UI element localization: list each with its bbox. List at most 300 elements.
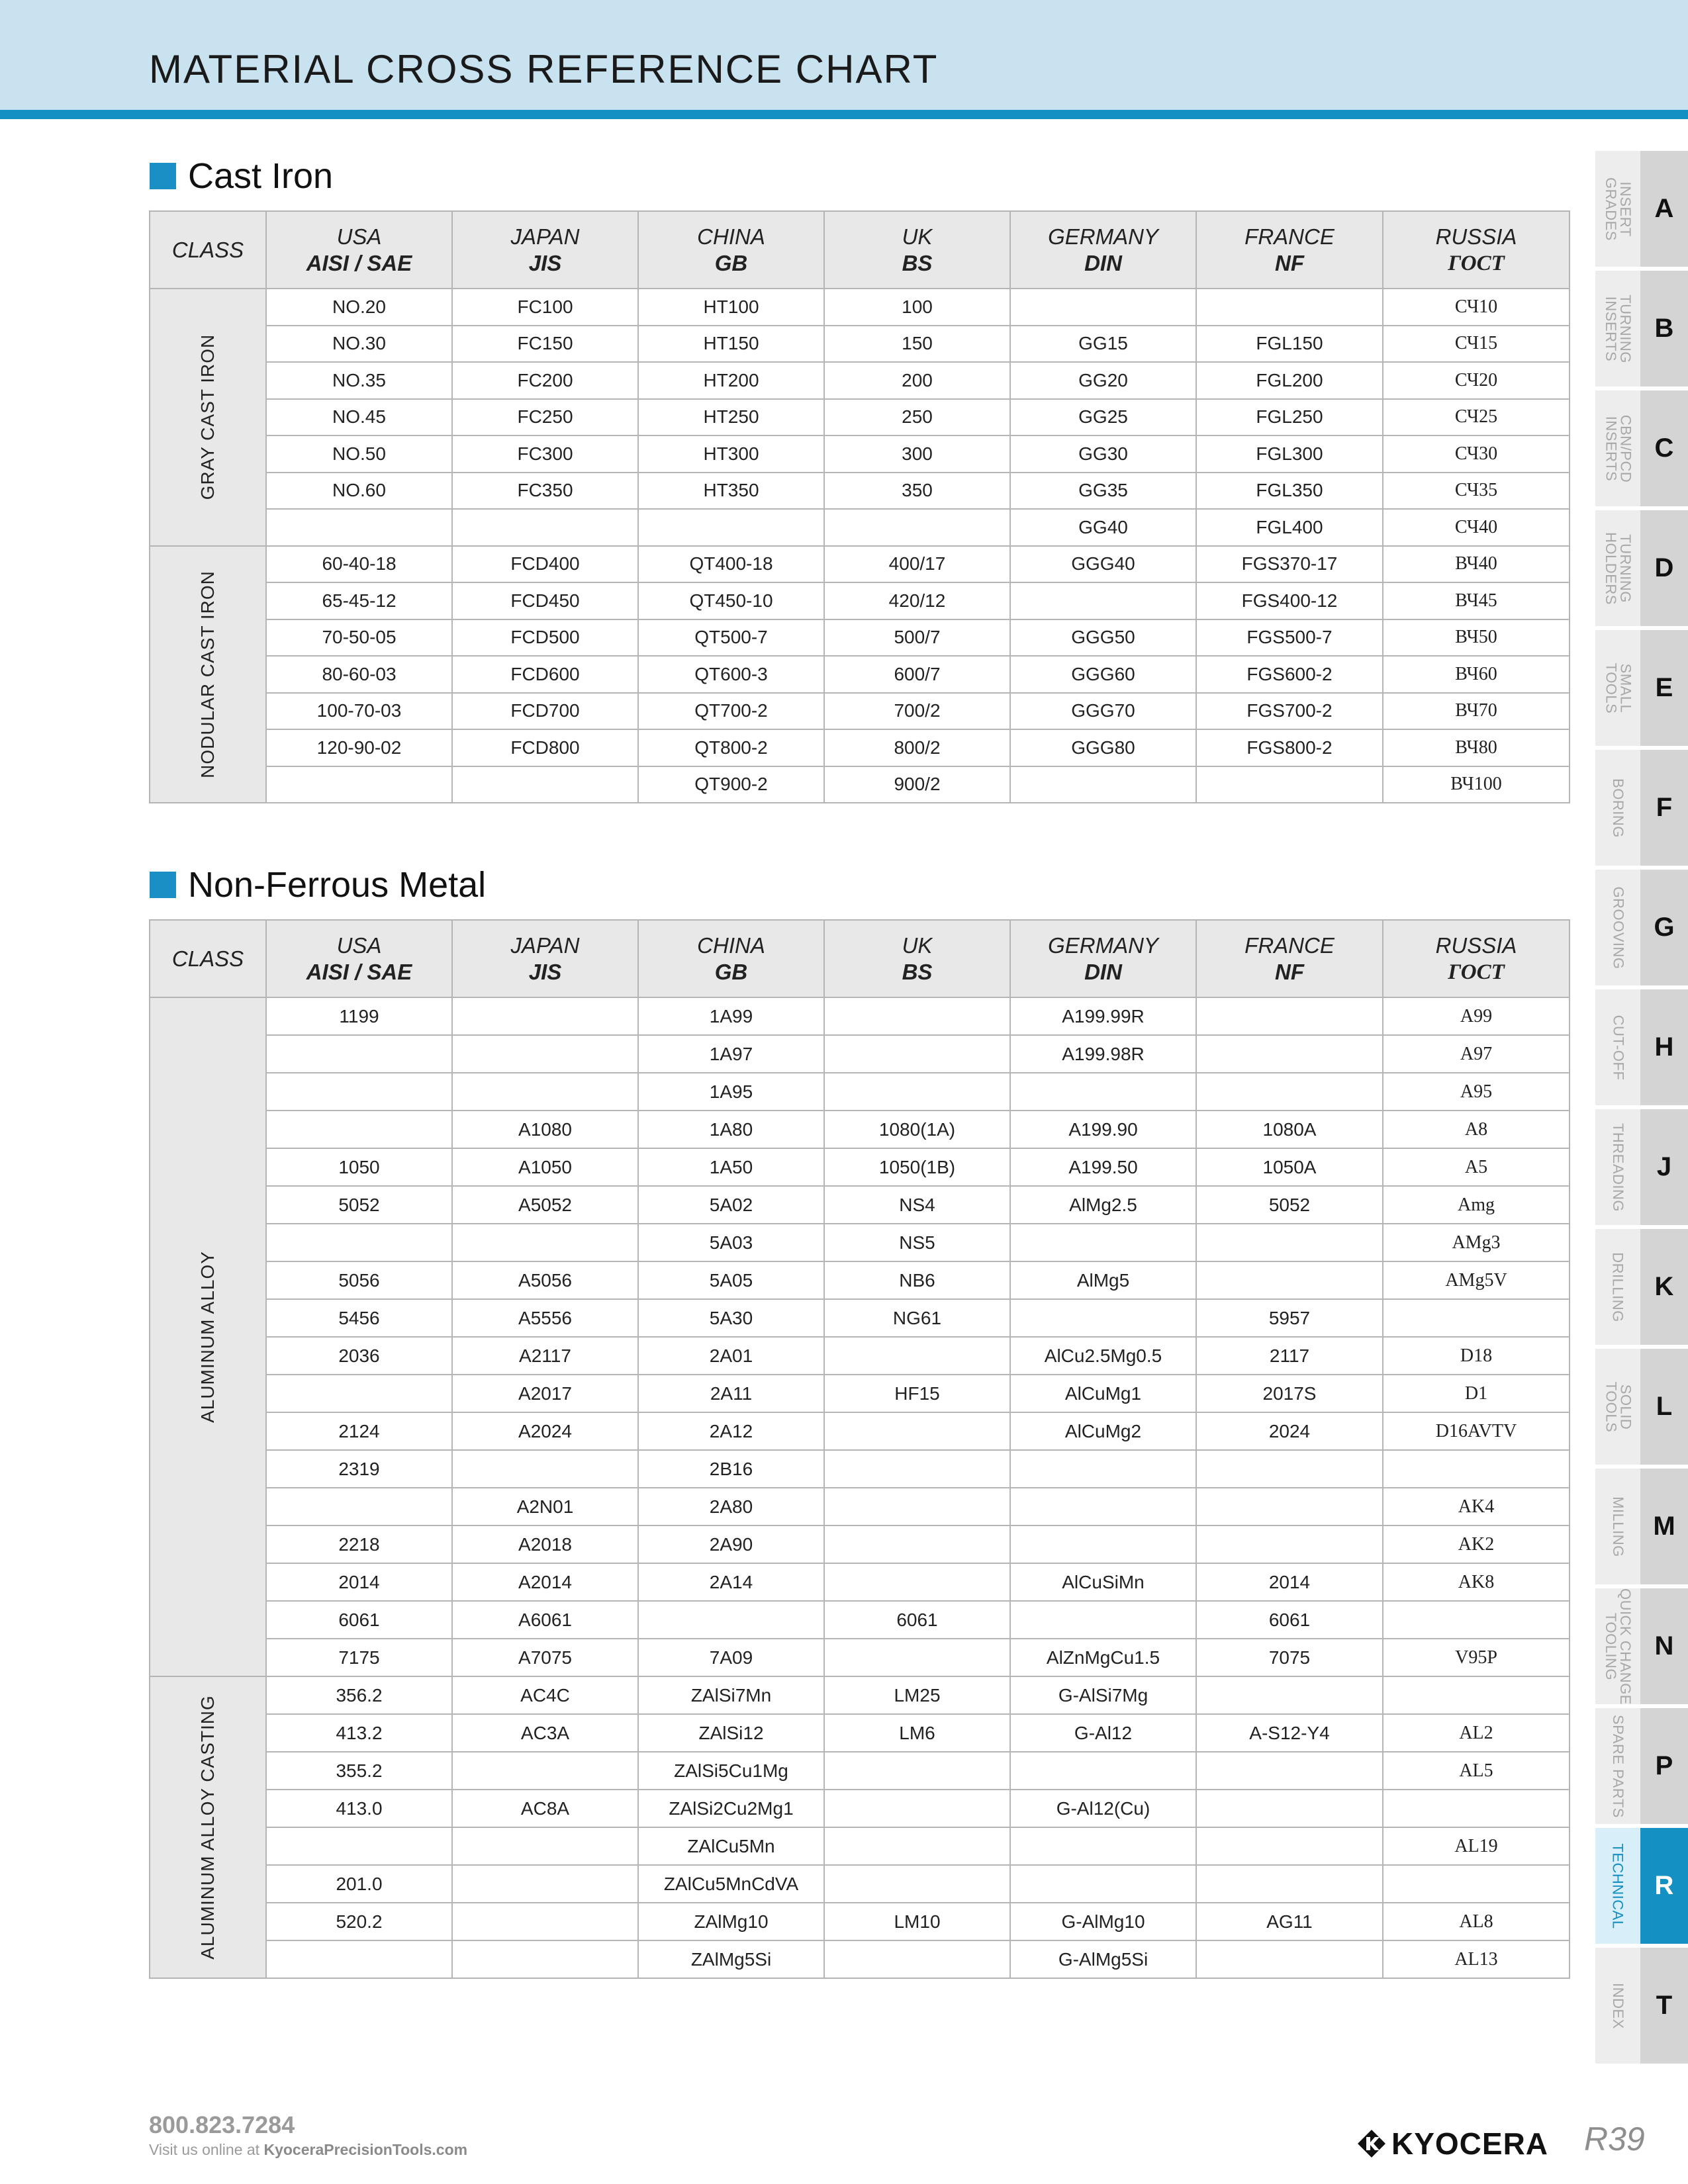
table-cell: 7A09	[638, 1639, 824, 1676]
table-cell: A-S12-Y4	[1196, 1714, 1383, 1752]
table-cell: 60-40-18	[266, 546, 452, 583]
table-cell: FC250	[452, 399, 638, 436]
section-title: Cast Iron	[188, 156, 334, 196]
table-cell: A1080	[452, 1111, 638, 1148]
table-row	[150, 1450, 1570, 1488]
table-row	[150, 1940, 1570, 1978]
kyocera-logo-mark-icon	[1357, 2129, 1386, 2158]
tab-label-wrap	[1595, 1349, 1640, 1465]
table-cell: FCD600	[452, 656, 638, 693]
table-cell: HT250	[638, 399, 824, 436]
tab-p[interactable]	[1595, 1708, 1688, 1824]
col-header	[1010, 211, 1196, 289]
table-cell: 1080A	[1196, 1111, 1383, 1148]
table-cell: 413.0	[266, 1790, 452, 1827]
table-cell: 2A90	[638, 1525, 824, 1563]
col-header-standard: AISI / SAE	[306, 959, 412, 984]
col-header-country: JAPAN	[510, 933, 580, 958]
col-header	[824, 920, 1010, 997]
section-heading-non-ferrous	[150, 864, 486, 905]
table-cell: A95	[1383, 1073, 1570, 1111]
col-header-standard: NF	[1275, 250, 1304, 275]
table-cell	[1383, 1676, 1570, 1714]
table-cell: FCD400	[452, 546, 638, 583]
tab-label: TECHNICAL	[1610, 1843, 1626, 1929]
tab-c[interactable]	[1595, 390, 1688, 506]
table-cell: D16AVTV	[1383, 1412, 1570, 1450]
table-cell: 1050	[266, 1148, 452, 1186]
table-cell: 7175	[266, 1639, 452, 1676]
table-cell: D1	[1383, 1375, 1570, 1412]
table-cell: 413.2	[266, 1714, 452, 1752]
footer-web-url[interactable]: KyoceraPrecisionTools.com	[263, 2141, 468, 2158]
table-cell: ВЧ60	[1383, 656, 1570, 693]
table-cell: A2014	[452, 1563, 638, 1601]
tab-letter: J	[1656, 1152, 1672, 1181]
table-cell	[1383, 1450, 1570, 1488]
tab-m[interactable]	[1595, 1469, 1688, 1584]
table-cell: 5A30	[638, 1299, 824, 1337]
table-row	[150, 1752, 1570, 1790]
col-header-country: GERMANY	[1048, 933, 1158, 958]
table-cell: FC200	[452, 362, 638, 399]
tab-letter: E	[1655, 673, 1673, 702]
table-cell: A5052	[452, 1186, 638, 1224]
table-cell	[1196, 1261, 1383, 1299]
table-cell	[824, 1790, 1010, 1827]
col-header-standard: BS	[902, 250, 933, 275]
table-cell: FGS400-12	[1196, 582, 1383, 619]
section-square-icon	[150, 163, 176, 189]
table-cell: NB6	[824, 1261, 1010, 1299]
table-cell: 500/7	[824, 619, 1010, 657]
table-cell	[266, 509, 452, 546]
col-header-country: CHINA	[697, 224, 765, 249]
table-cell: 5052	[1196, 1186, 1383, 1224]
footer-website	[149, 2141, 467, 2159]
table-cell: 700/2	[824, 693, 1010, 730]
table-cell: QT900-2	[638, 766, 824, 803]
footer-phone: 800.823.7284	[149, 2111, 295, 2138]
table-row	[150, 1035, 1570, 1073]
tab-label: TURNING INSERTS	[1603, 294, 1634, 363]
table-cell: СЧ10	[1383, 289, 1570, 326]
table-cell: A7075	[452, 1639, 638, 1676]
table-cell	[452, 1940, 638, 1978]
col-header	[266, 211, 452, 289]
table-cell: GG30	[1010, 435, 1196, 473]
table-cell: 6061	[266, 1601, 452, 1639]
table-cell: Amg	[1383, 1186, 1570, 1224]
table-cell: AlMg5	[1010, 1261, 1196, 1299]
table-cell: NO.60	[266, 473, 452, 510]
table-cell: A8	[1383, 1111, 1570, 1148]
table-cell: AC8A	[452, 1790, 638, 1827]
table-cell	[452, 1224, 638, 1261]
table-cell	[1196, 1676, 1383, 1714]
table-row	[150, 1375, 1570, 1412]
table-cell	[1196, 1450, 1383, 1488]
table-cell: AMg5V	[1383, 1261, 1570, 1299]
tab-label-wrap	[1595, 630, 1640, 746]
tab-letter: H	[1654, 1032, 1674, 1062]
col-header-country: USA	[336, 224, 382, 249]
table-cell	[452, 1752, 638, 1790]
table-cell: ВЧ100	[1383, 766, 1570, 803]
table-row	[150, 582, 1570, 619]
table-cell	[824, 1337, 1010, 1375]
table-cell	[1010, 1450, 1196, 1488]
table-cell: HT300	[638, 435, 824, 473]
table-cell: HF15	[824, 1375, 1010, 1412]
table-cell	[1010, 1299, 1196, 1337]
col-header-country: RUSSIA	[1435, 933, 1517, 958]
table-row	[150, 656, 1570, 693]
table-cell	[1010, 766, 1196, 803]
table-cell: A2017	[452, 1375, 638, 1412]
page-number: R39	[1584, 2120, 1645, 2158]
tab-l[interactable]	[1595, 1349, 1688, 1465]
table-row	[150, 326, 1570, 363]
table-cell	[824, 1639, 1010, 1676]
table-cell: LM10	[824, 1903, 1010, 1940]
table-cell: AC3A	[452, 1714, 638, 1752]
table-cell: 300	[824, 435, 1010, 473]
table-row	[150, 1865, 1570, 1903]
table-cell: GG40	[1010, 509, 1196, 546]
tab-f[interactable]	[1595, 750, 1688, 866]
tab-b[interactable]	[1595, 271, 1688, 387]
col-header-standard: DIN	[1084, 250, 1122, 275]
table-cell	[1010, 1601, 1196, 1639]
table-cell: FCD500	[452, 619, 638, 657]
table-cell: G-AlSi7Mg	[1010, 1676, 1196, 1714]
col-header-standard: ГОСТ	[1448, 251, 1505, 275]
table-cell: FCD800	[452, 729, 638, 766]
col-header-class: CLASS	[150, 211, 266, 289]
table-cell: ВЧ40	[1383, 546, 1570, 583]
table-cell	[1383, 1299, 1570, 1337]
table-cell: NO.45	[266, 399, 452, 436]
table-cell	[824, 1563, 1010, 1601]
table-cell	[824, 1450, 1010, 1488]
table-cell: AlCuMg2	[1010, 1412, 1196, 1450]
table-row	[150, 1148, 1570, 1186]
table-row	[150, 997, 1570, 1035]
footer-web-prefix: Visit us online at	[149, 2141, 264, 2158]
table-cell: 2036	[266, 1337, 452, 1375]
table-cell: AlZnMgCu1.5	[1010, 1639, 1196, 1676]
table-cell: AlMg2.5	[1010, 1186, 1196, 1224]
table-cell	[452, 1903, 638, 1940]
table-cell: AL8	[1383, 1903, 1570, 1940]
table-cell: A97	[1383, 1035, 1570, 1073]
table-cell	[1196, 1525, 1383, 1563]
table-cell: 5056	[266, 1261, 452, 1299]
table-cell: FC300	[452, 435, 638, 473]
tab-g[interactable]	[1595, 870, 1688, 985]
section-tab-nav	[1595, 151, 1688, 2068]
table-cell: 1050A	[1196, 1148, 1383, 1186]
tab-label-wrap	[1595, 1948, 1640, 2064]
col-header	[1196, 211, 1383, 289]
table-cell: FGL350	[1196, 473, 1383, 510]
table-cell	[266, 1224, 452, 1261]
tab-letter: A	[1654, 194, 1674, 223]
tab-label-wrap	[1595, 1708, 1640, 1824]
table-cell: FGS800-2	[1196, 729, 1383, 766]
table-cell	[1010, 1488, 1196, 1525]
table-cell: 5A05	[638, 1261, 824, 1299]
table-cell: AG11	[1196, 1903, 1383, 1940]
table-row	[150, 1827, 1570, 1865]
table-cell: NO.20	[266, 289, 452, 326]
table-cell: AK4	[1383, 1488, 1570, 1525]
col-header	[1383, 920, 1570, 997]
table-row	[150, 509, 1570, 546]
tab-label-wrap	[1595, 750, 1640, 866]
table-cell: 80-60-03	[266, 656, 452, 693]
table-cell	[1196, 1488, 1383, 1525]
tab-label-wrap	[1595, 271, 1640, 387]
tab-t[interactable]	[1595, 1948, 1688, 2064]
table-row	[150, 1676, 1570, 1714]
table-cell: A2018	[452, 1525, 638, 1563]
tab-label: SPARE PARTS	[1610, 1714, 1627, 1818]
tab-d[interactable]	[1595, 510, 1688, 626]
logo-wordmark: KYOCERA	[1391, 2126, 1549, 2161]
tab-label-wrap	[1595, 390, 1640, 506]
tab-letter: C	[1654, 433, 1674, 463]
table-cell: A199.50	[1010, 1148, 1196, 1186]
table-header	[150, 920, 1570, 997]
col-header-standard: JIS	[528, 250, 562, 275]
table-cell: AL13	[1383, 1940, 1570, 1978]
table-cell	[824, 997, 1010, 1035]
table-cell	[1010, 1073, 1196, 1111]
tab-k[interactable]	[1595, 1229, 1688, 1345]
table-cell	[452, 1827, 638, 1865]
tab-e[interactable]	[1595, 630, 1688, 746]
col-header-standard: ГОСТ	[1448, 960, 1505, 984]
table-cell: 5A03	[638, 1224, 824, 1261]
col-header-standard: AISI / SAE	[306, 250, 412, 275]
table-cell: 150	[824, 326, 1010, 363]
table-cell: 2014	[266, 1563, 452, 1601]
tab-label-wrap	[1595, 1588, 1640, 1704]
tab-label-wrap	[1595, 870, 1640, 985]
tab-letter: G	[1654, 913, 1675, 942]
tab-label: SOLID TOOLS	[1603, 1381, 1634, 1432]
table-cell: AMg3	[1383, 1224, 1570, 1261]
table-cell	[266, 1827, 452, 1865]
table-cell	[824, 1488, 1010, 1525]
table-cell: FGS500-7	[1196, 619, 1383, 657]
table-cell: AL5	[1383, 1752, 1570, 1790]
table-cell	[452, 509, 638, 546]
table-row	[150, 289, 1570, 326]
table-cell: 5A02	[638, 1186, 824, 1224]
table-cell	[452, 1865, 638, 1903]
table-cell	[1010, 1865, 1196, 1903]
tab-letter: D	[1654, 553, 1674, 582]
table-cell: 2024	[1196, 1412, 1383, 1450]
table-cell: A199.99R	[1010, 997, 1196, 1035]
table-cell: 2A11	[638, 1375, 824, 1412]
tab-n[interactable]	[1595, 1588, 1688, 1704]
tab-label: TURNING HOLDERS	[1603, 531, 1634, 605]
tab-label: DRILLING	[1610, 1251, 1627, 1322]
header-row	[150, 211, 1570, 289]
table-cell: ВЧ50	[1383, 619, 1570, 657]
table-cell	[1196, 1827, 1383, 1865]
table-cell: A199.98R	[1010, 1035, 1196, 1073]
table-cell: 7075	[1196, 1639, 1383, 1676]
table-cell: 800/2	[824, 729, 1010, 766]
tab-letter: K	[1654, 1272, 1674, 1301]
table-cell: FGL200	[1196, 362, 1383, 399]
table-cell: G-Al12	[1010, 1714, 1196, 1752]
table-cell: FC100	[452, 289, 638, 326]
table-cell: СЧ20	[1383, 362, 1570, 399]
col-header-country: GERMANY	[1048, 224, 1158, 249]
table-cell: QT600-3	[638, 656, 824, 693]
table-cell: NS4	[824, 1186, 1010, 1224]
tab-letter: P	[1655, 1751, 1673, 1780]
table-cell: AK8	[1383, 1563, 1570, 1601]
table-cell: AL19	[1383, 1827, 1570, 1865]
table-cell: GG35	[1010, 473, 1196, 510]
table-cell	[1010, 289, 1196, 326]
table-cell: G-Al12(Cu)	[1010, 1790, 1196, 1827]
table-cell: 2B16	[638, 1450, 824, 1488]
table-cell: 400/17	[824, 546, 1010, 583]
table-cell: A1050	[452, 1148, 638, 1186]
table-cell: GG20	[1010, 362, 1196, 399]
col-header-standard: GB	[714, 959, 748, 984]
tab-j[interactable]	[1595, 1109, 1688, 1225]
table-cell: 1A99	[638, 997, 824, 1035]
table-cell: 2017S	[1196, 1375, 1383, 1412]
col-header-country: CHINA	[697, 933, 765, 958]
table-cell	[1010, 1827, 1196, 1865]
table-cell: FGS700-2	[1196, 693, 1383, 730]
table-cell: 1A97	[638, 1035, 824, 1073]
tab-letter: N	[1654, 1631, 1674, 1661]
tab-a[interactable]	[1595, 151, 1688, 267]
table-cell: 350	[824, 473, 1010, 510]
table-cell: A6061	[452, 1601, 638, 1639]
table-cell: 5456	[266, 1299, 452, 1337]
table-cell: 420/12	[824, 582, 1010, 619]
col-header-standard: NF	[1275, 959, 1304, 984]
tab-h[interactable]	[1595, 989, 1688, 1105]
table-cell: D18	[1383, 1337, 1570, 1375]
table-cell: NG61	[824, 1299, 1010, 1337]
table-cell	[452, 1035, 638, 1073]
table-cell: A99	[1383, 997, 1570, 1035]
table-cell	[824, 1827, 1010, 1865]
table-cell	[1196, 766, 1383, 803]
table-row	[150, 1790, 1570, 1827]
table-cell: ВЧ70	[1383, 693, 1570, 730]
table-cell: G-AlMg5Si	[1010, 1940, 1196, 1978]
table-cell: ZAlCu5MnCdVA	[638, 1865, 824, 1903]
table-row	[150, 1073, 1570, 1111]
table-cell: 355.2	[266, 1752, 452, 1790]
table-cell: A5	[1383, 1148, 1570, 1186]
header-row	[150, 920, 1570, 997]
table-cell: HT150	[638, 326, 824, 363]
table-cell: FCD450	[452, 582, 638, 619]
table-cell: FC150	[452, 326, 638, 363]
table-cell	[452, 997, 638, 1035]
tab-label: MILLING	[1610, 1496, 1626, 1557]
table-cell	[1196, 1224, 1383, 1261]
table-cell	[1383, 1601, 1570, 1639]
class-group-label: ALUMINUM ALLOY CASTING	[197, 1695, 218, 1960]
table-cell: AlCuMg1	[1010, 1375, 1196, 1412]
table-cell: ZAlMg5Si	[638, 1940, 824, 1978]
tab-r[interactable]	[1595, 1828, 1688, 1944]
table-cell: 100	[824, 289, 1010, 326]
table-row	[150, 546, 1570, 583]
table-cell: HT200	[638, 362, 824, 399]
tab-label: INDEX	[1610, 1982, 1626, 2029]
table-cell: СЧ35	[1383, 473, 1570, 510]
table-row	[150, 1186, 1570, 1224]
table-cell	[266, 1111, 452, 1148]
table-cell	[266, 1940, 452, 1978]
table-cell: ВЧ80	[1383, 729, 1570, 766]
table-cell: G-AlMg10	[1010, 1903, 1196, 1940]
table-cell: QT700-2	[638, 693, 824, 730]
table-cell: A2024	[452, 1412, 638, 1450]
table-cell	[1010, 1525, 1196, 1563]
table-cell: GGG70	[1010, 693, 1196, 730]
table-cell: AlCu2.5Mg0.5	[1010, 1337, 1196, 1375]
col-header-country: USA	[336, 933, 382, 958]
table-row	[150, 362, 1570, 399]
section-square-icon	[150, 872, 176, 898]
tab-letter: B	[1654, 314, 1674, 343]
table-cell: 1A50	[638, 1148, 824, 1186]
table-row	[150, 1639, 1570, 1676]
table-cell: GGG40	[1010, 546, 1196, 583]
tab-label: INSERT GRADES	[1603, 177, 1634, 241]
table-cell: 2A14	[638, 1563, 824, 1601]
table-cell: A199.90	[1010, 1111, 1196, 1148]
col-header-country: FRANCE	[1244, 224, 1335, 249]
col-header-country: UK	[902, 224, 933, 249]
table-cell: 2218	[266, 1525, 452, 1563]
table-cell: ZAlSi12	[638, 1714, 824, 1752]
table-cell: 250	[824, 399, 1010, 436]
col-header-country: FRANCE	[1244, 933, 1335, 958]
table-cell	[266, 1035, 452, 1073]
table-cell: 201.0	[266, 1865, 452, 1903]
table-body	[150, 289, 1570, 803]
table-cell: HT100	[638, 289, 824, 326]
table-cell: 900/2	[824, 766, 1010, 803]
col-header	[638, 920, 824, 997]
table-cell	[824, 1525, 1010, 1563]
table-cell	[824, 1412, 1010, 1450]
table-cell	[452, 1450, 638, 1488]
table-body	[150, 997, 1570, 1978]
table-cell: A5056	[452, 1261, 638, 1299]
col-header-country: JAPAN	[510, 224, 580, 249]
